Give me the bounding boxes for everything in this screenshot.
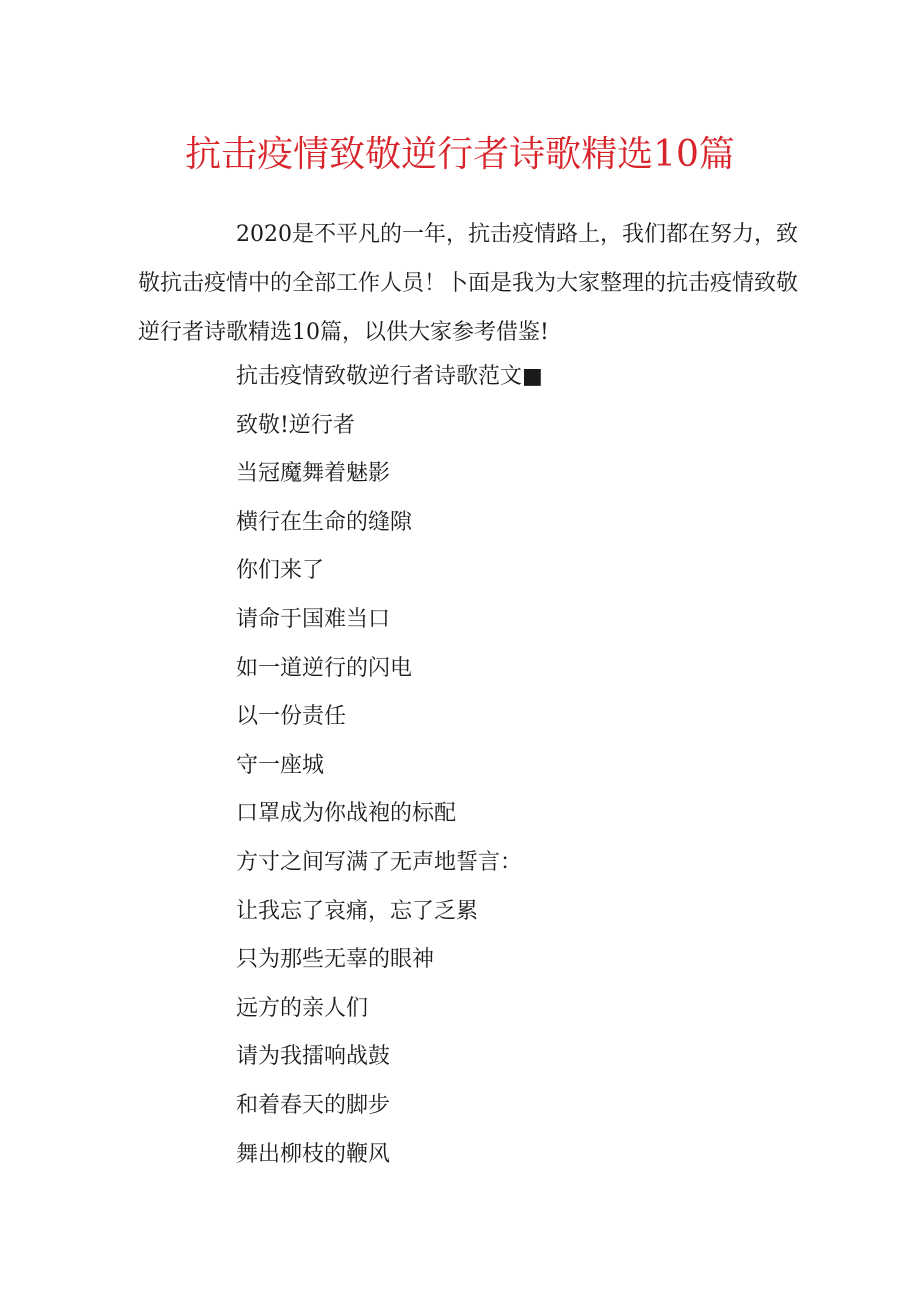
poem-line: 你们来了 — [236, 558, 325, 584]
poem-line: 口罩成为你战袍的标配 — [236, 801, 457, 827]
poem-line: 只为那些无辜的眼神 — [236, 947, 435, 973]
document-title: 抗击疫情致敬逆行者诗歌精选10篇 — [185, 134, 735, 175]
poem-line: 致敬!逆行者 — [236, 412, 355, 438]
poem-line: 以一份责任 — [236, 704, 347, 730]
poem-line: 当冠魔舞着魅影 — [236, 461, 391, 487]
poem-line: 让我忘了哀痛，忘了乏累 — [236, 898, 479, 924]
intro-paragraph — [138, 210, 798, 357]
poem-line: 请为我擂响战鼓 — [236, 1044, 391, 1070]
poem-line: 请命于国难当口 — [236, 606, 391, 632]
poem-line: 远方的亲人们 — [236, 995, 369, 1021]
poem-line: 舞出柳枝的鞭风 — [236, 1141, 391, 1167]
section-heading: 抗击疫情致敬逆行者诗歌范文■ — [236, 364, 543, 389]
poem-line: 如一道逆行的闪电 — [236, 655, 413, 681]
poem-line: 横行在生命的缝隙 — [236, 509, 413, 535]
poem-line: 和着春天的脚步 — [236, 1092, 391, 1118]
poem-line: 方寸之间写满了无声地誓言： — [236, 849, 523, 875]
intro-text: 2020是不平凡的一年，抗击疫情路上，我们都在努力，致敬抗击疫情中的全部工作人员！卜面是我为大家整理的抗击疫情致敬逆行者诗歌精选10篇，以供大家参考借鉴! — [138, 222, 799, 345]
poem-line: 守一座城 — [236, 752, 325, 778]
poem-block — [236, 353, 836, 1179]
